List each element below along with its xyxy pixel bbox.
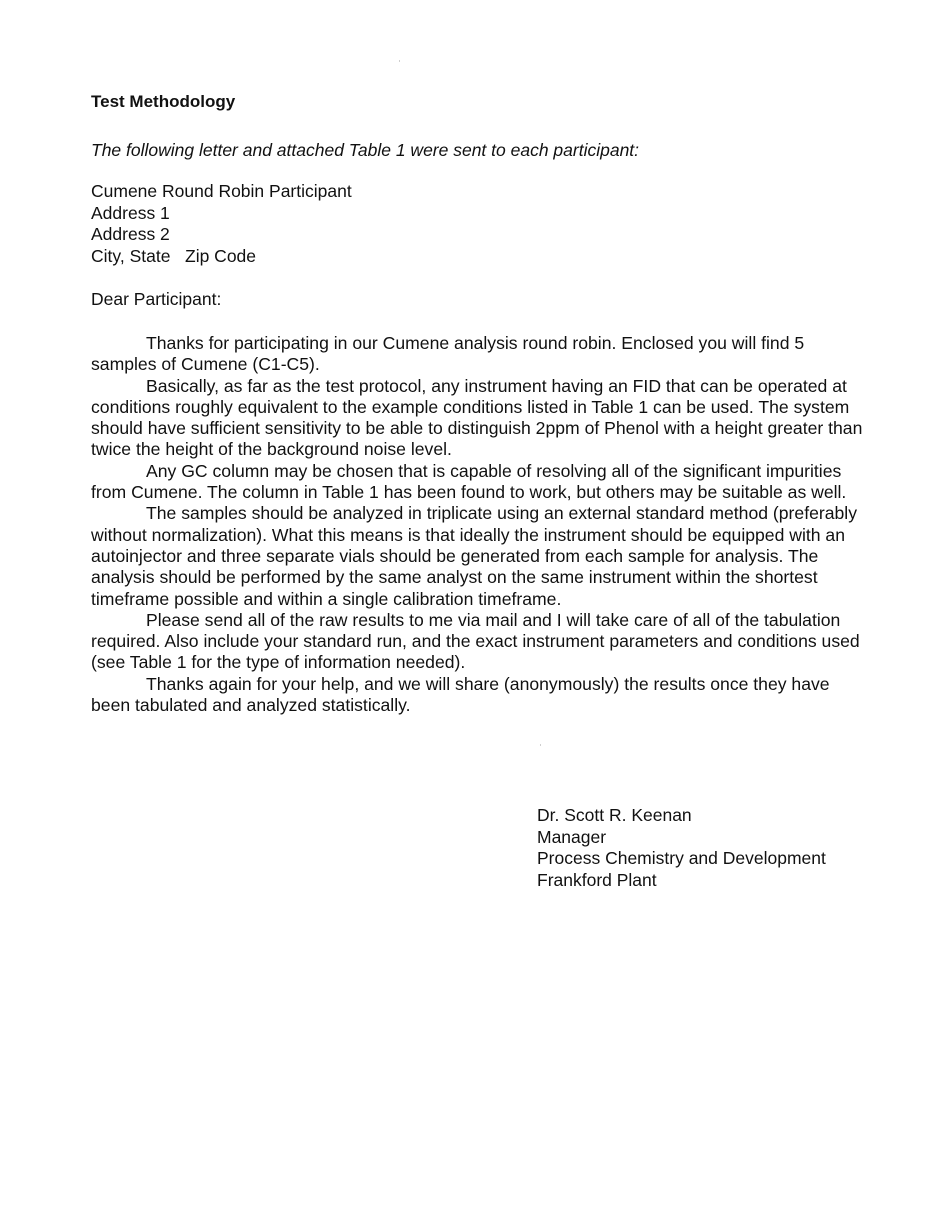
section-heading: Test Methodology — [91, 92, 236, 111]
paragraph-thanks: Thanks for participating in our Cumene analysis round robin. Enclosed you will find 5 samples of Cumene (C1-C5). — [91, 333, 805, 375]
address-line-recipient: Cumene Round Robin Participant — [91, 181, 352, 201]
scan-speck — [399, 60, 400, 62]
signature-block — [537, 805, 826, 891]
salutation: Dear Participant: — [91, 289, 222, 309]
signer-plant: Frankford Plant — [537, 869, 657, 890]
scan-speck — [540, 744, 541, 746]
address-line-2: Address 2 — [91, 224, 170, 244]
paragraph-send-results: Please send all of the raw results to me via mail and I will take care of all of the tabulation required. Also include your standard run, and the exact instrument parameters and conditions used (see Table 1 for the type of information needed). — [91, 609, 860, 673]
letter-body — [91, 333, 866, 716]
intro-line: The following letter and attached Table 1 were sent to each participant: — [91, 140, 640, 160]
address-line-city: City, State Zip Code — [91, 245, 257, 266]
signer-name: Dr. Scott R. Keenan — [537, 805, 692, 825]
paragraph-triplicate-analysis: The samples should be analyzed in triplicate using an external standard method (preferably without normalization). What this means is that ideally the instrument should be equipped with an autoinjector and three separate vials should be generated from each sample for analysis. The analysis should be performed by the same analyst on the same instrument within the shortest timeframe possible and within a single calibration timeframe. — [91, 503, 858, 609]
paragraph-test-protocol: Basically, as far as the test protocol, any instrument having an FID that can be operated at conditions roughly equivalent to the example conditions listed in Table 1 can be used. The system should have sufficient sensitivity to be able to distinguish 2ppm of Phenol with a height greater than twice the height of the background noise level. — [91, 375, 863, 460]
paragraph-gc-column: Any GC column may be chosen that is capable of resolving all of the significant impurities from Cumene. The column in Table 1 has been found to work, but others may be suitable as well. — [91, 460, 847, 503]
recipient-address — [91, 181, 352, 267]
signer-department: Process Chemistry and Development — [537, 848, 826, 868]
address-line-1: Address 1 — [91, 202, 170, 223]
paragraph-closing-thanks: Thanks again for your help, and we will share (anonymously) the results once they have been tabulated and analyzed statistically. — [91, 673, 830, 716]
signer-title: Manager — [537, 826, 607, 847]
